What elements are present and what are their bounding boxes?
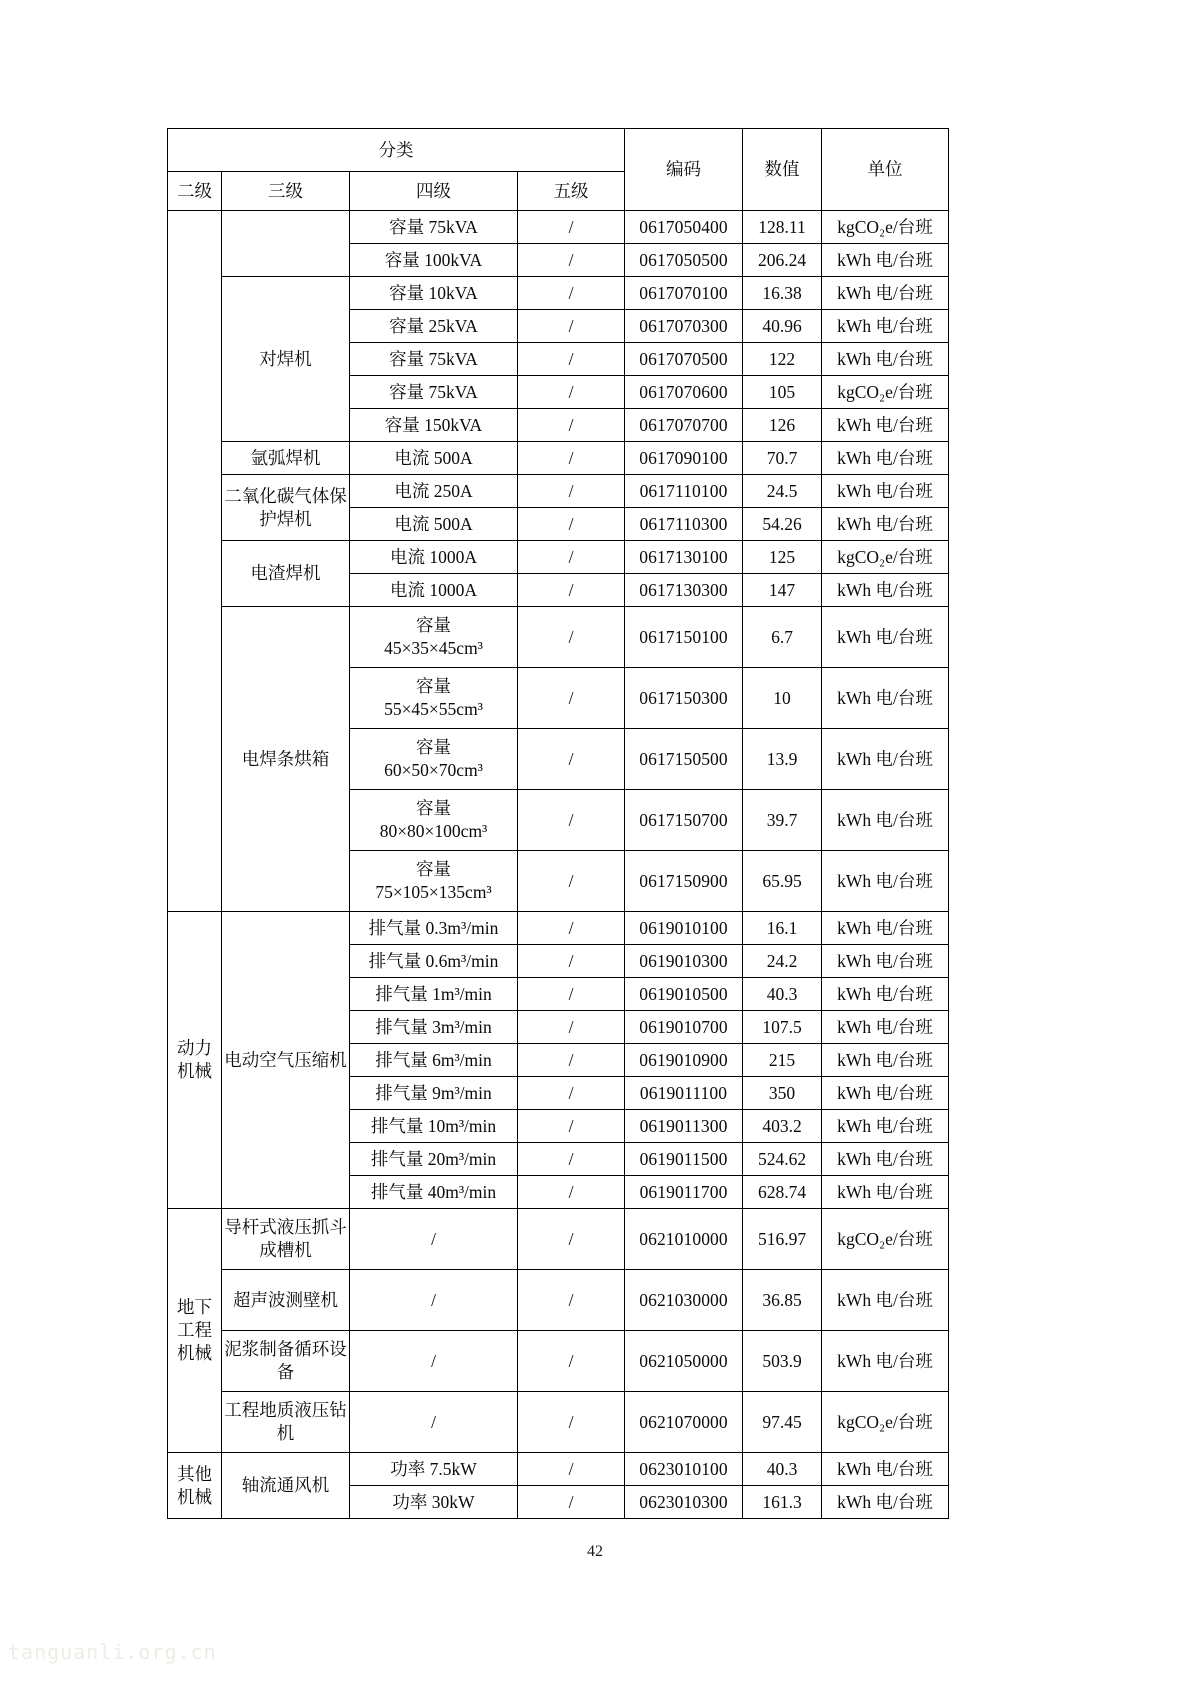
unit-cell: kWh 电/台班 — [822, 1486, 949, 1519]
level4-cell — [350, 851, 518, 912]
level3-cell-blank — [222, 211, 350, 277]
level4-line1: 容量 — [416, 859, 451, 880]
code-cell: 0621010000 — [625, 1209, 743, 1270]
code-cell: 0619010300 — [625, 945, 743, 978]
value-cell: 24.2 — [743, 945, 822, 978]
unit-cell: kWh 电/台班 — [822, 1331, 949, 1392]
level2-cell-power-machinery: 动力机械 — [168, 912, 222, 1209]
value-cell: 70.7 — [743, 442, 822, 475]
code-cell: 0617150700 — [625, 790, 743, 851]
value-cell: 350 — [743, 1077, 822, 1110]
table-row — [168, 1209, 949, 1270]
level4-cell: 排气量 20m³/min — [350, 1143, 518, 1176]
value-cell: 628.74 — [743, 1176, 822, 1209]
level4-line2: 45×35×45cm³ — [384, 638, 483, 658]
level4-cell: 功率 30kW — [350, 1486, 518, 1519]
emission-factor-table — [167, 128, 949, 1519]
unit-cell: kWh 电/台班 — [822, 277, 949, 310]
level5-cell: / — [518, 790, 625, 851]
table-row — [168, 607, 949, 668]
unit-cell: kWh 电/台班 — [822, 1453, 949, 1486]
header-level2: 二级 — [168, 172, 222, 211]
level4-cell: 排气量 1m³/min — [350, 978, 518, 1011]
table-row — [168, 475, 949, 508]
table-row — [168, 1331, 949, 1392]
value-cell: 161.3 — [743, 1486, 822, 1519]
table-row — [168, 1453, 949, 1486]
level4-cell: 排气量 10m³/min — [350, 1110, 518, 1143]
value-cell: 403.2 — [743, 1110, 822, 1143]
level5-cell: / — [518, 978, 625, 1011]
unit-cell: kWh 电/台班 — [822, 409, 949, 442]
level4-cell — [350, 790, 518, 851]
value-cell: 524.62 — [743, 1143, 822, 1176]
level5-cell: / — [518, 1143, 625, 1176]
value-cell: 503.9 — [743, 1331, 822, 1392]
level4-cell: 排气量 40m³/min — [350, 1176, 518, 1209]
level5-cell: / — [518, 1486, 625, 1519]
code-cell: 0617090100 — [625, 442, 743, 475]
code-cell: 0619011500 — [625, 1143, 743, 1176]
code-cell: 0621050000 — [625, 1331, 743, 1392]
level2-cell-underground: 地下工程机械 — [168, 1209, 222, 1453]
level5-cell: / — [518, 668, 625, 729]
level5-cell: / — [518, 1453, 625, 1486]
header-code: 编码 — [625, 129, 743, 211]
level5-cell: / — [518, 1209, 625, 1270]
level5-cell: / — [518, 376, 625, 409]
value-cell: 147 — [743, 574, 822, 607]
unit-cell: kWh 电/台班 — [822, 475, 949, 508]
level4-cell: 电流 500A — [350, 442, 518, 475]
value-cell: 40.3 — [743, 978, 822, 1011]
unit-cell: kWh 电/台班 — [822, 508, 949, 541]
emission-factor-table-container — [167, 128, 948, 1519]
level2-cell-blank — [168, 211, 222, 912]
unit-cell: kgCO₂e/台班 — [822, 1209, 949, 1270]
value-cell: 105 — [743, 376, 822, 409]
table-row — [168, 1270, 949, 1331]
level5-cell: / — [518, 1110, 625, 1143]
code-cell: 0623010100 — [625, 1453, 743, 1486]
code-cell: 0617070700 — [625, 409, 743, 442]
unit-cell: kWh 电/台班 — [822, 729, 949, 790]
table-row — [168, 211, 949, 244]
level2-cell-other: 其他机械 — [168, 1453, 222, 1519]
code-cell: 0619011300 — [625, 1110, 743, 1143]
level4-cell — [350, 729, 518, 790]
value-cell: 10 — [743, 668, 822, 729]
value-cell: 128.11 — [743, 211, 822, 244]
code-cell: 0617110300 — [625, 508, 743, 541]
level4-cell — [350, 668, 518, 729]
code-cell: 0617150900 — [625, 851, 743, 912]
table-row — [168, 442, 949, 475]
level5-cell: / — [518, 1044, 625, 1077]
value-cell: 126 — [743, 409, 822, 442]
level5-cell: / — [518, 945, 625, 978]
level5-cell: / — [518, 442, 625, 475]
level5-cell: / — [518, 343, 625, 376]
level5-cell: / — [518, 244, 625, 277]
level4-line2: 80×80×100cm³ — [379, 821, 488, 841]
unit-cell: kWh 电/台班 — [822, 912, 949, 945]
level4-cell: 容量 10kVA — [350, 277, 518, 310]
unit-cell: kWh 电/台班 — [822, 1270, 949, 1331]
level5-cell: / — [518, 1176, 625, 1209]
code-cell: 0621030000 — [625, 1270, 743, 1331]
unit-cell: kWh 电/台班 — [822, 945, 949, 978]
value-cell: 97.45 — [743, 1392, 822, 1453]
table-body — [168, 211, 949, 1519]
code-cell: 0617050400 — [625, 211, 743, 244]
level3-cell-co2-shield: 二氧化碳气体保护焊机 — [222, 475, 350, 541]
code-cell: 0617130100 — [625, 541, 743, 574]
code-cell: 0623010300 — [625, 1486, 743, 1519]
level3-cell-geo-drill: 工程地质液压钻机 — [222, 1392, 350, 1453]
unit-cell: kgCO₂e/台班 — [822, 211, 949, 244]
level5-cell: / — [518, 851, 625, 912]
value-cell: 54.26 — [743, 508, 822, 541]
unit-cell: kWh 电/台班 — [822, 310, 949, 343]
code-cell: 0617050500 — [625, 244, 743, 277]
level4-line2: 60×50×70cm³ — [384, 760, 483, 780]
header-unit: 单位 — [822, 129, 949, 211]
level4-line1: 容量 — [416, 615, 451, 636]
level4-cell: 电流 1000A — [350, 541, 518, 574]
level5-cell: / — [518, 1077, 625, 1110]
code-cell: 0619011100 — [625, 1077, 743, 1110]
table-row — [168, 277, 949, 310]
level5-cell: / — [518, 277, 625, 310]
code-cell: 0619010500 — [625, 978, 743, 1011]
table-row — [168, 912, 949, 945]
level5-cell: / — [518, 211, 625, 244]
level4-cell: 排气量 9m³/min — [350, 1077, 518, 1110]
unit-cell: kWh 电/台班 — [822, 978, 949, 1011]
level3-cell-butt-welder: 对焊机 — [222, 277, 350, 442]
unit-cell: kWh 电/台班 — [822, 244, 949, 277]
value-cell: 16.38 — [743, 277, 822, 310]
value-cell: 125 — [743, 541, 822, 574]
watermark: tanguanli.org.cn — [8, 1640, 217, 1664]
page-number: 42 — [587, 1543, 603, 1560]
unit-cell: kWh 电/台班 — [822, 1143, 949, 1176]
unit-cell: kgCO₂e/台班 — [822, 1392, 949, 1453]
level3-cell-hydraulic-grab: 导杆式液压抓斗成槽机 — [222, 1209, 350, 1270]
level5-cell: / — [518, 409, 625, 442]
header-level5: 五级 — [518, 172, 625, 211]
value-cell: 16.1 — [743, 912, 822, 945]
code-cell: 0619011700 — [625, 1176, 743, 1209]
unit-cell: kWh 电/台班 — [822, 343, 949, 376]
table-header-row-top — [168, 129, 949, 172]
table-row — [168, 1392, 949, 1453]
value-cell: 36.85 — [743, 1270, 822, 1331]
header-classification: 分类 — [168, 129, 625, 172]
code-cell: 0617070300 — [625, 310, 743, 343]
level3-cell-slurry: 泥浆制备循环设备 — [222, 1331, 350, 1392]
level4-cell: 容量 25kVA — [350, 310, 518, 343]
level3-cell-axial-fan: 轴流通风机 — [222, 1453, 350, 1519]
unit-cell: kWh 电/台班 — [822, 851, 949, 912]
level5-cell: / — [518, 729, 625, 790]
level5-cell: / — [518, 475, 625, 508]
code-cell: 0619010100 — [625, 912, 743, 945]
unit-cell: kWh 电/台班 — [822, 668, 949, 729]
level4-cell: 电流 250A — [350, 475, 518, 508]
level5-cell: / — [518, 574, 625, 607]
level4-cell: / — [350, 1270, 518, 1331]
value-cell: 24.5 — [743, 475, 822, 508]
level4-line1: 容量 — [416, 737, 451, 758]
level3-cell-electrode-oven: 电焊条烘箱 — [222, 607, 350, 912]
level5-cell: / — [518, 912, 625, 945]
value-cell: 65.95 — [743, 851, 822, 912]
header-value: 数值 — [743, 129, 822, 211]
level4-line1: 容量 — [416, 676, 451, 697]
value-cell: 40.96 — [743, 310, 822, 343]
unit-cell: kWh 电/台班 — [822, 1011, 949, 1044]
level4-cell: / — [350, 1209, 518, 1270]
level3-cell-argon-arc: 氩弧焊机 — [222, 442, 350, 475]
level4-cell: 功率 7.5kW — [350, 1453, 518, 1486]
header-level4: 四级 — [350, 172, 518, 211]
unit-cell: kWh 电/台班 — [822, 1077, 949, 1110]
level4-cell: 容量 100kVA — [350, 244, 518, 277]
level3-cell-ultrasonic: 超声波测壁机 — [222, 1270, 350, 1331]
unit-cell: kWh 电/台班 — [822, 1176, 949, 1209]
unit-cell: kgCO₂e/台班 — [822, 376, 949, 409]
level4-cell: 容量 150kVA — [350, 409, 518, 442]
value-cell: 122 — [743, 343, 822, 376]
table-header — [168, 129, 949, 211]
unit-cell: kWh 电/台班 — [822, 607, 949, 668]
level4-cell: 电流 500A — [350, 508, 518, 541]
level4-cell: 电流 1000A — [350, 574, 518, 607]
header-level3: 三级 — [222, 172, 350, 211]
unit-cell: kWh 电/台班 — [822, 1044, 949, 1077]
value-cell: 516.97 — [743, 1209, 822, 1270]
level4-cell: / — [350, 1392, 518, 1453]
level4-line2: 55×45×55cm³ — [384, 699, 483, 719]
code-cell: 0621070000 — [625, 1392, 743, 1453]
level4-cell: 排气量 3m³/min — [350, 1011, 518, 1044]
value-cell: 13.9 — [743, 729, 822, 790]
unit-cell: kWh 电/台班 — [822, 790, 949, 851]
code-cell: 0617110100 — [625, 475, 743, 508]
level3-cell-electroslag: 电渣焊机 — [222, 541, 350, 607]
level5-cell: / — [518, 1331, 625, 1392]
level5-cell: / — [518, 1011, 625, 1044]
code-cell: 0617070100 — [625, 277, 743, 310]
level4-cell: / — [350, 1331, 518, 1392]
level4-cell: 排气量 0.6m³/min — [350, 945, 518, 978]
level5-cell: / — [518, 1392, 625, 1453]
value-cell: 6.7 — [743, 607, 822, 668]
code-cell: 0617150500 — [625, 729, 743, 790]
level5-cell: / — [518, 541, 625, 574]
unit-cell: kWh 电/台班 — [822, 1110, 949, 1143]
table-row — [168, 541, 949, 574]
code-cell: 0617070600 — [625, 376, 743, 409]
level5-cell: / — [518, 607, 625, 668]
code-cell: 0617070500 — [625, 343, 743, 376]
value-cell: 39.7 — [743, 790, 822, 851]
level4-cell: 排气量 6m³/min — [350, 1044, 518, 1077]
level4-cell: 容量 75kVA — [350, 343, 518, 376]
level5-cell: / — [518, 310, 625, 343]
code-cell: 0617130300 — [625, 574, 743, 607]
value-cell: 206.24 — [743, 244, 822, 277]
unit-cell: kWh 电/台班 — [822, 442, 949, 475]
unit-cell: kgCO₂e/台班 — [822, 541, 949, 574]
value-cell: 107.5 — [743, 1011, 822, 1044]
code-cell: 0617150100 — [625, 607, 743, 668]
level4-cell: 排气量 0.3m³/min — [350, 912, 518, 945]
code-cell: 0619010700 — [625, 1011, 743, 1044]
value-cell: 40.3 — [743, 1453, 822, 1486]
level5-cell: / — [518, 508, 625, 541]
level4-cell: 容量 75kVA — [350, 211, 518, 244]
level4-cell: 容量 75kVA — [350, 376, 518, 409]
level4-cell — [350, 607, 518, 668]
value-cell: 215 — [743, 1044, 822, 1077]
level4-line2: 75×105×135cm³ — [375, 882, 492, 902]
code-cell: 0617150300 — [625, 668, 743, 729]
code-cell: 0619010900 — [625, 1044, 743, 1077]
level4-line1: 容量 — [416, 798, 451, 819]
level5-cell: / — [518, 1270, 625, 1331]
level3-cell-air-compressor: 电动空气压缩机 — [222, 912, 350, 1209]
unit-cell: kWh 电/台班 — [822, 574, 949, 607]
